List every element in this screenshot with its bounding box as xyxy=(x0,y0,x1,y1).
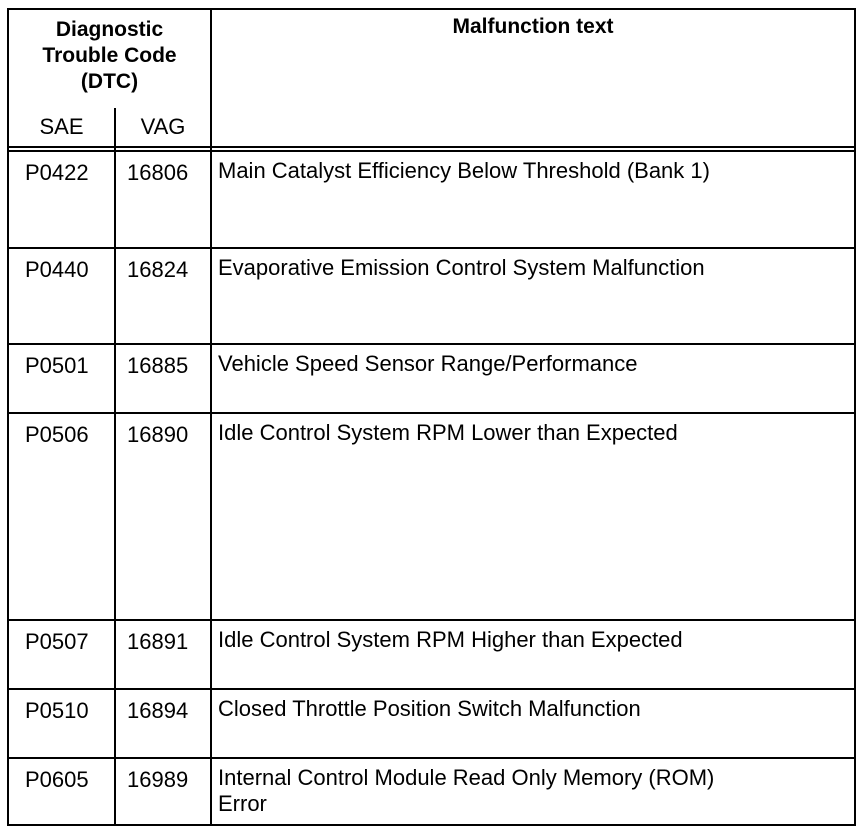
row-divider xyxy=(9,757,854,759)
sae-code: P0510 xyxy=(25,698,89,723)
dtc-header-line3: (DTC) xyxy=(80,70,139,93)
row-divider xyxy=(9,688,854,690)
vag-code: 16890 xyxy=(127,422,189,447)
dtc-header xyxy=(9,17,210,95)
sae-code: P0440 xyxy=(25,257,89,282)
vag-code: 16806 xyxy=(127,160,189,185)
sae-code: P0422 xyxy=(25,160,89,185)
malfunction-text: Vehicle Speed Sensor Range/Performance xyxy=(218,351,638,376)
vag-code: 16891 xyxy=(127,629,189,654)
malfunction-text: Main Catalyst Efficiency Below Threshold (Bank 1) xyxy=(218,158,710,183)
row-divider xyxy=(9,343,854,345)
column-divider-sae-vag xyxy=(114,108,116,824)
header-divider-second xyxy=(9,150,854,152)
malfunction-text-continued: Error xyxy=(218,791,267,816)
row-divider xyxy=(9,619,854,621)
row-divider xyxy=(9,412,854,414)
sae-code: P0605 xyxy=(25,767,89,792)
vag-header: VAG xyxy=(140,114,186,139)
malfunction-text: Closed Throttle Position Switch Malfunction xyxy=(218,696,641,721)
column-divider-dtc xyxy=(210,10,212,824)
sae-code: P0506 xyxy=(25,422,89,447)
vag-code: 16885 xyxy=(127,353,189,378)
dtc-table xyxy=(7,8,856,826)
header-divider xyxy=(9,146,854,148)
row-divider xyxy=(9,247,854,249)
sae-header: SAE xyxy=(39,114,84,139)
vag-code: 16894 xyxy=(127,698,189,723)
sae-code: P0507 xyxy=(25,629,89,654)
vag-code: 16989 xyxy=(127,767,189,792)
malfunction-text: Idle Control System RPM Lower than Expected xyxy=(218,420,678,445)
dtc-header-line2: Trouble Code xyxy=(42,44,177,67)
malfunction-header: Malfunction text xyxy=(452,15,614,38)
sae-code: P0501 xyxy=(25,353,89,378)
dtc-header-line1: Diagnostic xyxy=(55,18,164,41)
malfunction-text: Evaporative Emission Control System Malfunction xyxy=(218,255,705,280)
malfunction-text: Idle Control System RPM Higher than Expected xyxy=(218,627,683,652)
vag-code: 16824 xyxy=(127,257,189,282)
malfunction-text: Internal Control Module Read Only Memory (ROM) xyxy=(218,765,715,790)
